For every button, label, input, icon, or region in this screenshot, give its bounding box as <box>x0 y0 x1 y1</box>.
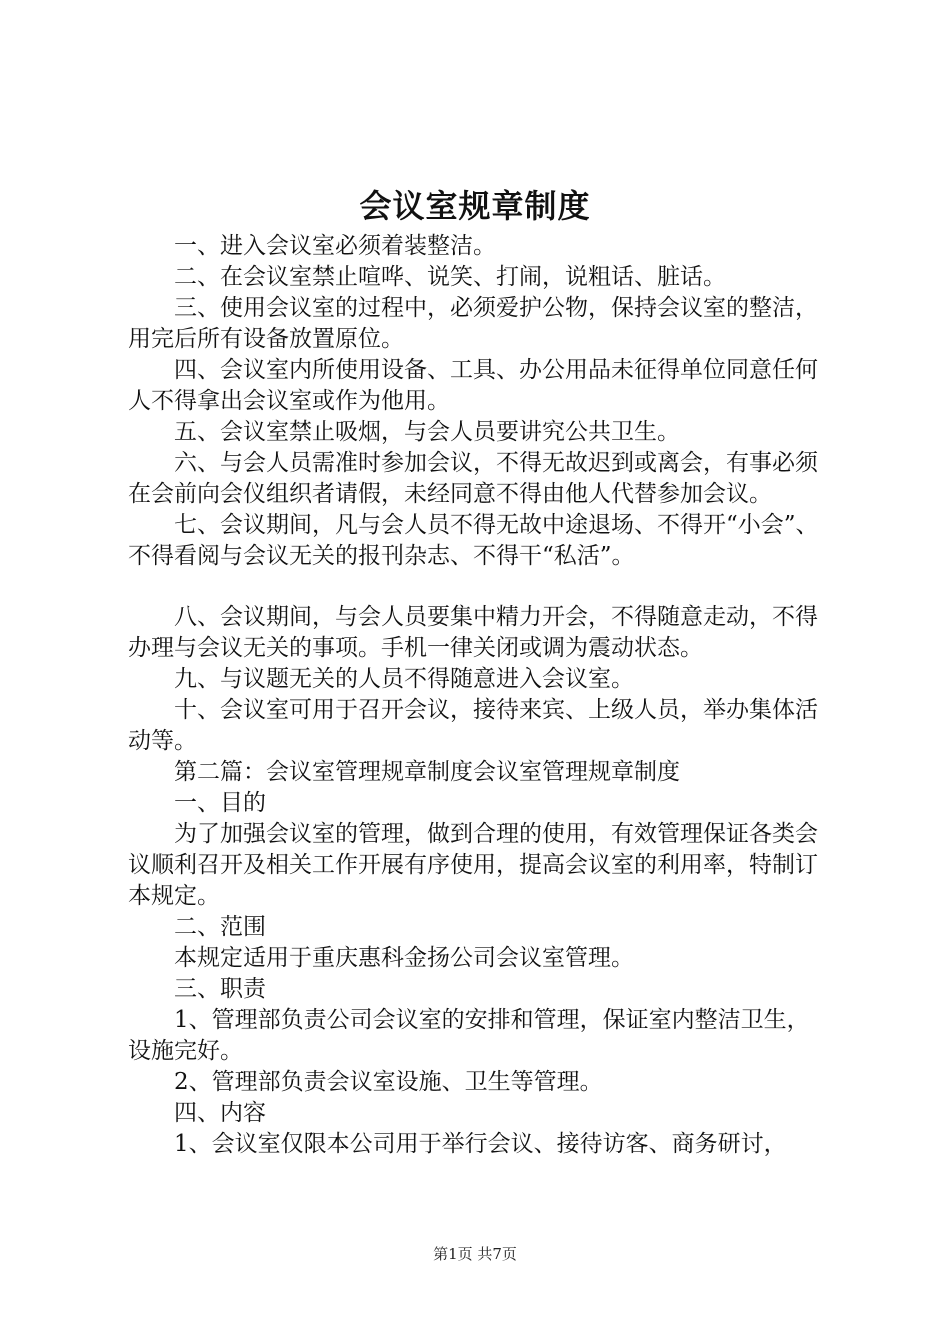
section-heading: 第二篇：会议室管理规章制度会议室管理规章制度 <box>174 759 680 785</box>
paragraph: 四、会议室内所使用设备、工具、办公用品未征得单位同意任何人不得拿出会议室或作为他用。 <box>128 357 818 414</box>
paragraph: 2、管理部负责会议室设施、卫生等管理。 <box>174 1069 603 1095</box>
paragraph: 五、会议室禁止吸烟，与会人员要讲究公共卫生。 <box>174 419 680 445</box>
paragraph: 一、进入会议室必须着装整洁。 <box>174 233 496 259</box>
paragraph: 为了加强会议室的管理，做到合理的使用，有效管理保证各类会议顺利召开及相关工作开展有序使用，提高会议室的利用率，特制订本规定。 <box>128 821 818 909</box>
paragraph: 1、管理部负责公司会议室的安排和管理，保证室内整洁卫生，设施完好。 <box>128 1007 810 1064</box>
section-heading: 三、职责 <box>174 976 266 1002</box>
paragraph: 七、会议期间，凡与会人员不得无故中途退场、不得开“小会”、不得看阅与会议无关的报刊杂志、不得干“私活”。 <box>128 512 819 569</box>
document-title: 会议室规章制度 <box>359 187 591 225</box>
paragraph: 九、与议题无关的人员不得随意进入会议室。 <box>174 666 634 692</box>
paragraph: 八、会议期间，与会人员要集中精力开会，不得随意走动，不得办理与会议无关的事项。手机一律关闭或调为震动状态。 <box>128 604 818 661</box>
section-heading: 四、内容 <box>174 1100 266 1126</box>
document-body <box>128 231 828 1160</box>
paragraph: 二、在会议室禁止喧哗、说笑、打闹，说粗话、脏话。 <box>174 264 726 290</box>
paragraph: 本规定适用于重庆惠科金扬公司会议室管理。 <box>174 945 634 971</box>
section-heading: 二、范围 <box>174 914 266 940</box>
paragraph: 1、会议室仅限本公司用于举行会议、接待访客、商务研讨， <box>174 1131 787 1157</box>
paragraph: 三、使用会议室的过程中，必须爱护公物，保持会议室的整洁，用完后所有设备放置原位。 <box>128 295 818 352</box>
section-heading: 一、目的 <box>174 790 266 816</box>
paragraph: 十、会议室可用于召开会议，接待来宾、上级人员，举办集体活动等。 <box>128 697 818 754</box>
page-number: 第1页 共7页 <box>433 1245 517 1263</box>
paragraph: 六、与会人员需准时参加会议，不得无故迟到或离会，有事必须在会前向会仪组织者请假，未经同意不得由他人代替参加会议。 <box>128 450 818 507</box>
